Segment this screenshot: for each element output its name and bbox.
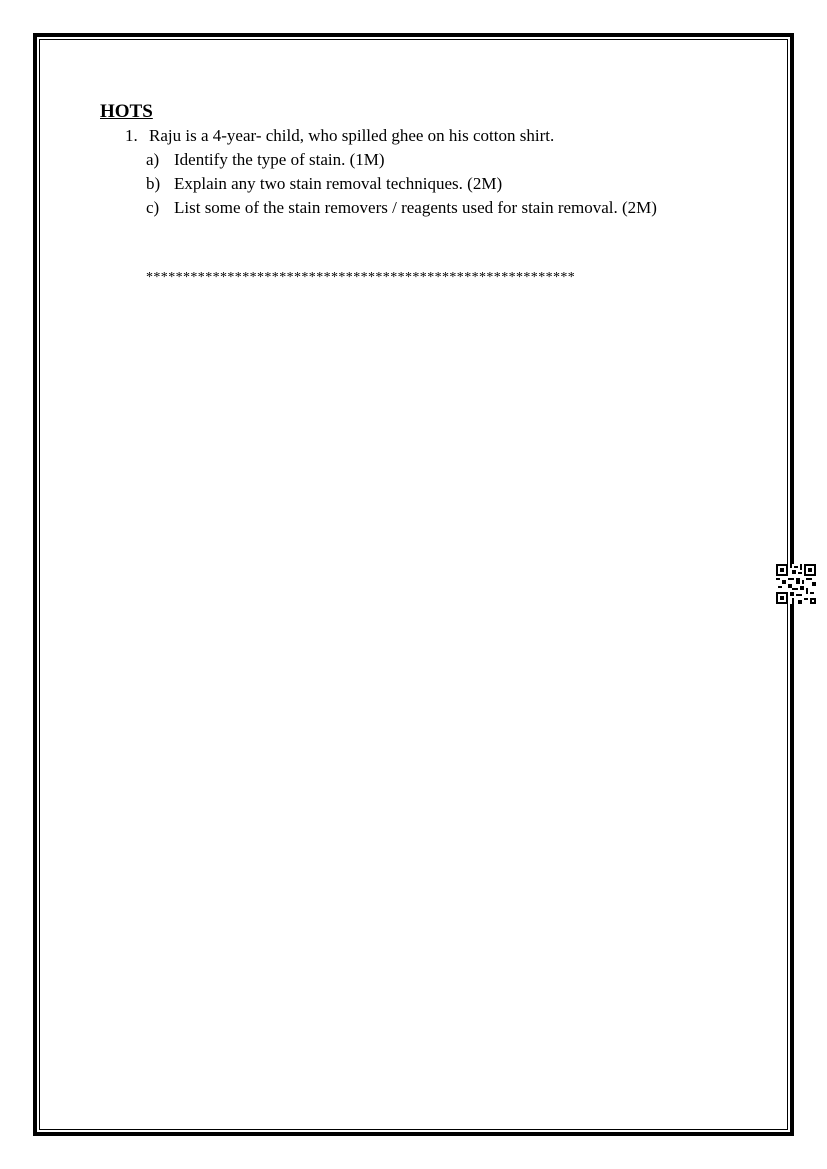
subpart-letter: c) xyxy=(146,198,160,217)
qr-code-icon xyxy=(776,564,816,604)
document-content xyxy=(100,100,750,220)
question-1 xyxy=(100,124,750,148)
subpart-text: List some of the stain removers / reagents used for stain removal. (2M) xyxy=(174,198,657,217)
subpart-text: Identify the type of stain. (1M) xyxy=(174,150,385,169)
asterisk-separator: ********************************************************** xyxy=(146,270,576,285)
subpart-letter: b) xyxy=(146,174,161,193)
subpart-c xyxy=(100,196,750,220)
subpart-b xyxy=(100,172,750,196)
subpart-a xyxy=(100,148,750,172)
question-text: Raju is a 4-year- child, who spilled ghee on his cotton shirt. xyxy=(149,126,555,145)
question-number: 1. xyxy=(125,126,138,145)
section-heading: HOTS xyxy=(100,101,153,122)
question-subparts xyxy=(100,148,750,220)
subpart-letter: a) xyxy=(146,150,160,169)
subpart-text: Explain any two stain removal techniques. (2M) xyxy=(174,174,503,193)
